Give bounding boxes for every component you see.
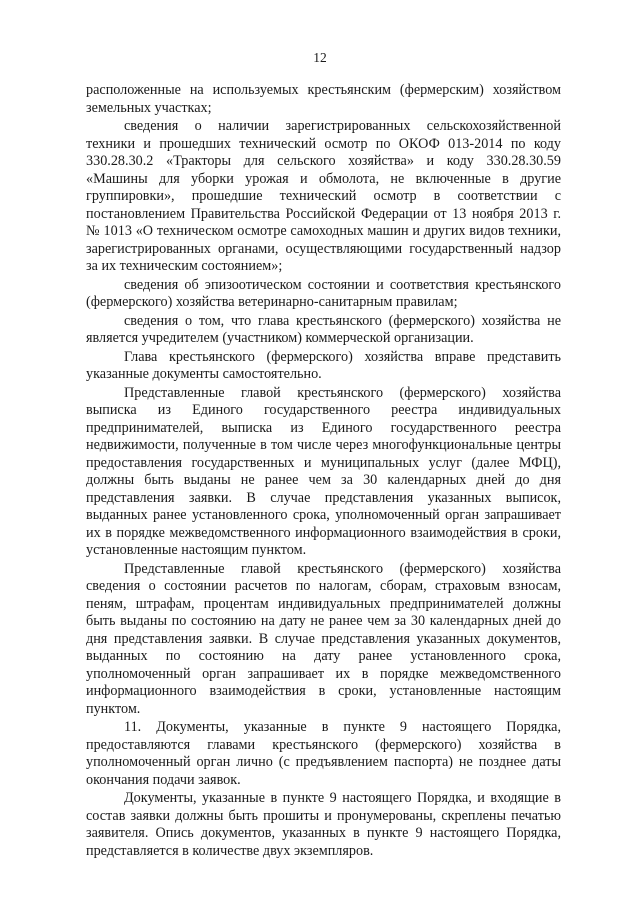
- paragraph-registry-extracts: Представленные главой крестьянского (фермерского) хозяйства выписка из Единого государственного реестра индивидуальных предпринимателей, выписка из Единого государственного реестра недвижимости, полученные в том числе через многофункциональные центры предоставления государственных и муниципальных услуг (далее МФЦ), должны быть выданы не ранее чем за 30 календарных дней до дня представления заявки. В случае представления указанных выписок, выданных ранее установленного срока, уполномоченный орган запрашивает их в порядке межведомственного информационного взаимодействия в сроки, установленные настоящим пунктом.: [86, 384, 561, 558]
- paragraph-self-submission: Глава крестьянского (фермерского) хозяйства вправе представить указанные документы самостоятельно.: [86, 348, 561, 382]
- paragraph-founder-info: сведения о том, что глава крестьянского (фермерского) хозяйства не является учредителем (участником) коммерческой организации.: [86, 312, 561, 346]
- paragraph-epizootic-info: сведения об эпизоотическом состоянии и соответствия крестьянского (фермерского) хозяйства ветеринарно-санитарным правилам;: [86, 276, 561, 310]
- page-number: 12: [313, 50, 327, 65]
- paragraph-item-11: 11. Документы, указанные в пункте 9 настоящего Порядка, предоставляются главами крестьянского (фермерского) хозяйства в уполномоченный орган лично (с предъявлением паспорта) не позднее даты окончания подачи заявок.: [86, 719, 561, 788]
- paragraph-document-binding: Документы, указанные в пункте 9 настоящего Порядка, и входящие в состав заявки должны быть прошиты и пронумерованы, скреплены печатью заявителя. Опись документов, указанных в пункте 9 настоящего Порядка, представляется в количестве двух экземпляров.: [86, 790, 561, 859]
- paragraph-machinery-info: сведения о наличии зарегистрированных сельскохозяйственной техники и прошедших технический осмотр по ОКОФ 013-2014 по коду 330.28.30.2 «Тракторы для сельского хозяйства» и коду 330.28.30.59 «Машины для уборки урожая и обмолота, не включенные в другие группировки», прошедшие технический осмотр в соответствии с постановлением Правительства Российской Федерации от 13 ноября 2013 г. № 1013 «О техническом осмотре самоходных машин и других видов техники, зарегистрированных органами, осуществляющими государственный надзор за их техническим состоянием»;: [86, 118, 561, 274]
- page-body: [86, 82, 561, 860]
- paragraph-tax-settlements: Представленные главой крестьянского (фермерского) хозяйства сведения о состоянии расчетов по налогам, сборам, страховым взносам, пеням, штрафам, процентам индивидуальных предпринимателей должны быть выданы по состоянию на дату не ранее чем за 30 календарных дней до дня представления заявки. В случае представления указанных документов, выданных по состоянию на дату ранее установленного срока, уполномоченный орган запрашивает их в порядке межведомственного информационного взаимодействия в сроки, установленные настоящим пунктом.: [86, 560, 561, 717]
- paragraph-continuation: расположенные на используемых крестьянским (фермерским) хозяйством земельных участках;: [86, 82, 561, 116]
